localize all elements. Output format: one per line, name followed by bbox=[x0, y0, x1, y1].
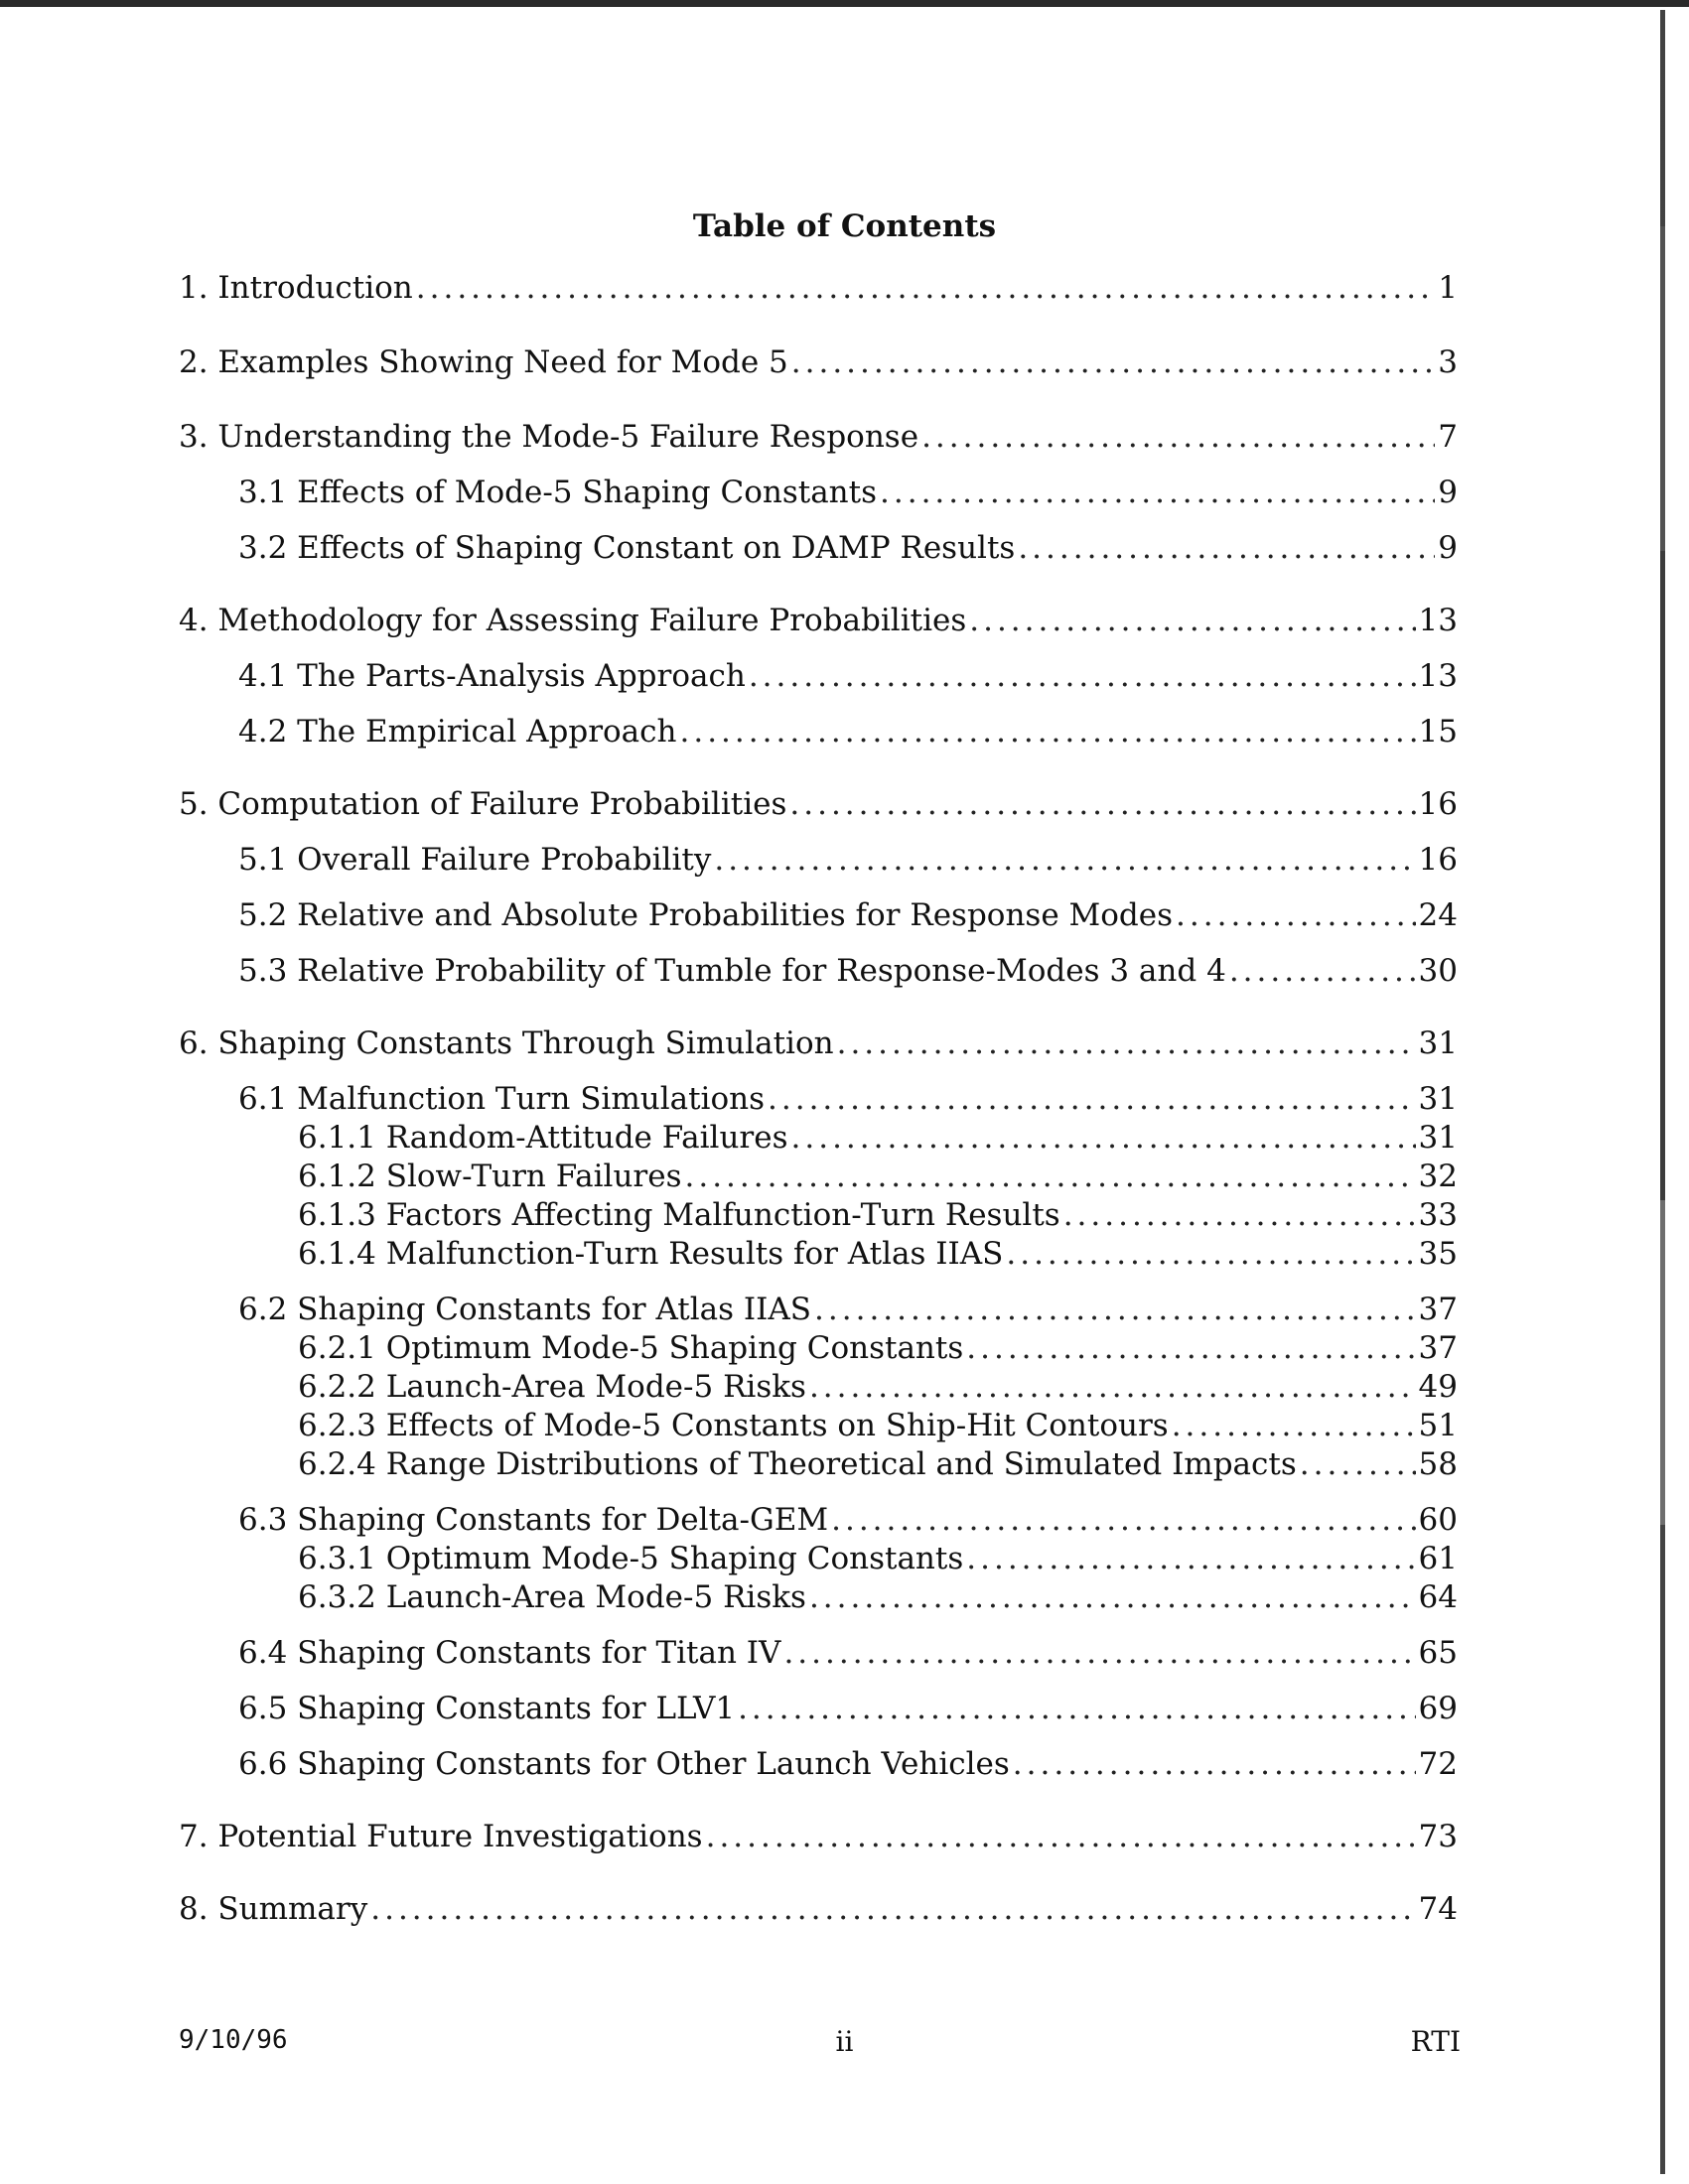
toc-entry-6-1-1 bbox=[298, 1118, 1458, 1158]
toc-entry-title: 5. Computation of Failure Probabilities bbox=[179, 786, 787, 822]
dot-leader bbox=[791, 1118, 1416, 1158]
dot-leader bbox=[1172, 1406, 1416, 1445]
dot-leader bbox=[680, 712, 1416, 751]
toc-entry-title: 6. Shaping Constants Through Simulation bbox=[179, 1025, 834, 1061]
toc-entry-page: 3 bbox=[1438, 344, 1458, 380]
toc-entry-4-2 bbox=[238, 712, 1458, 751]
toc-entry-page: 72 bbox=[1418, 1746, 1458, 1782]
toc-entry-title: 6.2.4 Range Distributions of Theoretical and Simulated Impacts bbox=[298, 1446, 1297, 1482]
dot-leader bbox=[809, 1367, 1416, 1407]
toc-entry-page: 37 bbox=[1418, 1292, 1458, 1327]
toc-entry-6-3-1 bbox=[298, 1539, 1458, 1578]
toc-entry-introduction bbox=[179, 268, 1458, 308]
toc-entry-3-1 bbox=[238, 473, 1458, 512]
toc-entry-title: 6.2.2 Launch-Area Mode-5 Risks bbox=[298, 1369, 806, 1405]
toc-entry-5-3 bbox=[238, 951, 1458, 991]
toc-entry-page: 15 bbox=[1418, 714, 1458, 750]
page-title: Table of Contents bbox=[692, 208, 997, 244]
toc-entry-page: 31 bbox=[1418, 1081, 1458, 1117]
toc-entry-title: 3.2 Effects of Shaping Constant on DAMP Results bbox=[238, 530, 1016, 566]
toc-entry-title: 6.4 Shaping Constants for Titan IV bbox=[238, 1635, 781, 1671]
dot-leader bbox=[738, 1689, 1415, 1728]
toc-entry-title: 1. Introduction bbox=[179, 270, 413, 306]
dot-leader bbox=[370, 1889, 1415, 1929]
dot-leader bbox=[416, 268, 1436, 308]
toc-entry-page: 30 bbox=[1418, 953, 1458, 989]
toc-entry-page: 73 bbox=[1418, 1819, 1458, 1854]
toc-entry-title: 6.1.3 Factors Affecting Malfunction-Turn Results bbox=[298, 1197, 1060, 1233]
dot-leader bbox=[1063, 1195, 1416, 1235]
toc-entry-6-2-3 bbox=[298, 1406, 1458, 1445]
dot-leader bbox=[749, 656, 1416, 696]
toc-entry-page: 32 bbox=[1418, 1159, 1458, 1194]
dot-leader bbox=[921, 417, 1435, 457]
toc-entry-shaping-simulation bbox=[179, 1024, 1458, 1063]
toc-entry-title: 6.2 Shaping Constants for Atlas IIAS bbox=[238, 1292, 812, 1327]
dot-leader bbox=[791, 342, 1436, 382]
toc-entry-6-2-2 bbox=[298, 1367, 1458, 1407]
toc-entry-title: 5.2 Relative and Absolute Probabilities for Response Modes bbox=[238, 897, 1174, 933]
toc-entry-title: 6.3.1 Optimum Mode-5 Shaping Constants bbox=[298, 1541, 964, 1576]
toc-entry-title: 6.1.1 Random-Attitude Failures bbox=[298, 1120, 788, 1156]
dot-leader bbox=[768, 1079, 1416, 1119]
toc-entry-page: 35 bbox=[1418, 1236, 1458, 1272]
toc-entry-3-2 bbox=[238, 528, 1458, 568]
toc-entry-title: 8. Summary bbox=[179, 1891, 368, 1927]
toc-entry-page: 74 bbox=[1418, 1891, 1458, 1927]
toc-entry-page: 7 bbox=[1438, 419, 1458, 455]
toc-entry-title: 5.1 Overall Failure Probability bbox=[238, 842, 712, 878]
footer-organization: RTI bbox=[1410, 2025, 1461, 2058]
dot-leader bbox=[809, 1577, 1416, 1617]
toc-entry-6-5 bbox=[238, 1689, 1458, 1728]
toc-entry-title: 6.2.1 Optimum Mode-5 Shaping Constants bbox=[298, 1330, 964, 1366]
toc-entry-examples bbox=[179, 342, 1458, 382]
dot-leader bbox=[814, 1290, 1416, 1329]
dot-leader bbox=[714, 840, 1415, 880]
toc-entry-6-1 bbox=[238, 1079, 1458, 1119]
toc-entry-6-2 bbox=[238, 1290, 1458, 1329]
dot-leader bbox=[1229, 951, 1416, 991]
dot-leader bbox=[831, 1500, 1415, 1540]
toc-entry-page: 51 bbox=[1418, 1408, 1458, 1443]
toc-entry-5-2 bbox=[238, 895, 1458, 935]
toc-entry-page: 31 bbox=[1418, 1120, 1458, 1156]
toc-entry-page: 13 bbox=[1418, 658, 1458, 694]
toc-entry-page: 69 bbox=[1418, 1691, 1458, 1726]
toc-entry-page: 16 bbox=[1418, 786, 1458, 822]
toc-entry-title: 5.3 Relative Probability of Tumble for Response-Modes 3 and 4 bbox=[238, 953, 1226, 989]
toc-entry-methodology bbox=[179, 601, 1458, 640]
dot-leader bbox=[966, 1328, 1415, 1368]
toc-entry-page: 13 bbox=[1418, 603, 1458, 638]
toc-entry-title: 4.2 The Empirical Approach bbox=[238, 714, 677, 750]
dot-leader bbox=[706, 1817, 1416, 1856]
toc-entry-title: 7. Potential Future Investigations bbox=[179, 1819, 703, 1854]
footer-page-number: ii bbox=[835, 2025, 854, 2058]
dot-leader bbox=[1013, 1744, 1416, 1784]
toc-entry-6-4 bbox=[238, 1633, 1458, 1673]
toc-entry-page: 31 bbox=[1418, 1025, 1458, 1061]
toc-entry-understanding bbox=[179, 417, 1458, 457]
toc-entry-page: 60 bbox=[1418, 1502, 1458, 1538]
toc-entry-5-1 bbox=[238, 840, 1458, 880]
toc-entry-title: 6.5 Shaping Constants for LLV1 bbox=[238, 1691, 736, 1726]
toc-entry-title: 6.3 Shaping Constants for Delta-GEM bbox=[238, 1502, 829, 1538]
toc-entry-page: 49 bbox=[1418, 1369, 1458, 1405]
toc-entry-title: 4. Methodology for Assessing Failure Probabilities bbox=[179, 603, 967, 638]
dot-leader bbox=[1018, 528, 1435, 568]
toc-entry-title: 3.1 Effects of Mode-5 Shaping Constants bbox=[238, 475, 878, 510]
toc-entry-6-1-4 bbox=[298, 1234, 1458, 1274]
toc-entry-6-1-2 bbox=[298, 1157, 1458, 1196]
toc-entry-page: 1 bbox=[1438, 270, 1458, 306]
toc-entry-page: 61 bbox=[1418, 1541, 1458, 1576]
dot-leader bbox=[789, 784, 1415, 824]
toc-entry-page: 65 bbox=[1418, 1635, 1458, 1671]
toc-entry-title: 3. Understanding the Mode-5 Failure Response bbox=[179, 419, 919, 455]
toc-entry-page: 9 bbox=[1438, 530, 1458, 566]
dot-leader bbox=[969, 601, 1415, 640]
toc-entry-6-1-3 bbox=[298, 1195, 1458, 1235]
top-border-line bbox=[0, 0, 1689, 7]
toc-entry-title: 6.6 Shaping Constants for Other Launch Vehicles bbox=[238, 1746, 1010, 1782]
dot-leader bbox=[880, 473, 1435, 512]
toc-entry-4-1 bbox=[238, 656, 1458, 696]
dot-leader bbox=[1300, 1444, 1416, 1484]
toc-entry-title: 2. Examples Showing Need for Mode 5 bbox=[179, 344, 788, 380]
toc-entry-6-3 bbox=[238, 1500, 1458, 1540]
footer-date: 9/10/96 bbox=[179, 2025, 288, 2055]
toc-entry-page: 33 bbox=[1418, 1197, 1458, 1233]
toc-entry-6-3-2 bbox=[298, 1577, 1458, 1617]
toc-entry-title: 6.1.2 Slow-Turn Failures bbox=[298, 1159, 682, 1194]
toc-entry-title: 6.1 Malfunction Turn Simulations bbox=[238, 1081, 766, 1117]
toc-entry-future-investigations bbox=[179, 1817, 1458, 1856]
dot-leader bbox=[1176, 895, 1416, 935]
dot-leader bbox=[837, 1024, 1416, 1063]
right-border-line bbox=[1660, 10, 1665, 2174]
toc-entry-page: 37 bbox=[1418, 1330, 1458, 1366]
toc-entry-title: 6.3.2 Launch-Area Mode-5 Risks bbox=[298, 1579, 806, 1615]
dot-leader bbox=[783, 1633, 1415, 1673]
dot-leader bbox=[685, 1157, 1416, 1196]
toc-entry-title: 6.1.4 Malfunction-Turn Results for Atlas IIAS bbox=[298, 1236, 1004, 1272]
toc-entry-title: 6.2.3 Effects of Mode-5 Constants on Ship-Hit Contours bbox=[298, 1408, 1169, 1443]
toc-entry-page: 24 bbox=[1418, 897, 1458, 933]
dot-leader bbox=[1006, 1234, 1415, 1274]
dot-leader bbox=[966, 1539, 1415, 1578]
toc-entry-page: 16 bbox=[1418, 842, 1458, 878]
toc-entry-summary bbox=[179, 1889, 1458, 1929]
toc-entry-6-2-4 bbox=[298, 1444, 1458, 1484]
toc-entry-title: 4.1 The Parts-Analysis Approach bbox=[238, 658, 746, 694]
toc-entry-page: 64 bbox=[1418, 1579, 1458, 1615]
toc-entry-computation bbox=[179, 784, 1458, 824]
toc-entry-page: 58 bbox=[1418, 1446, 1458, 1482]
toc-entry-6-6 bbox=[238, 1744, 1458, 1784]
toc-entry-6-2-1 bbox=[298, 1328, 1458, 1368]
toc-entry-page: 9 bbox=[1438, 475, 1458, 510]
